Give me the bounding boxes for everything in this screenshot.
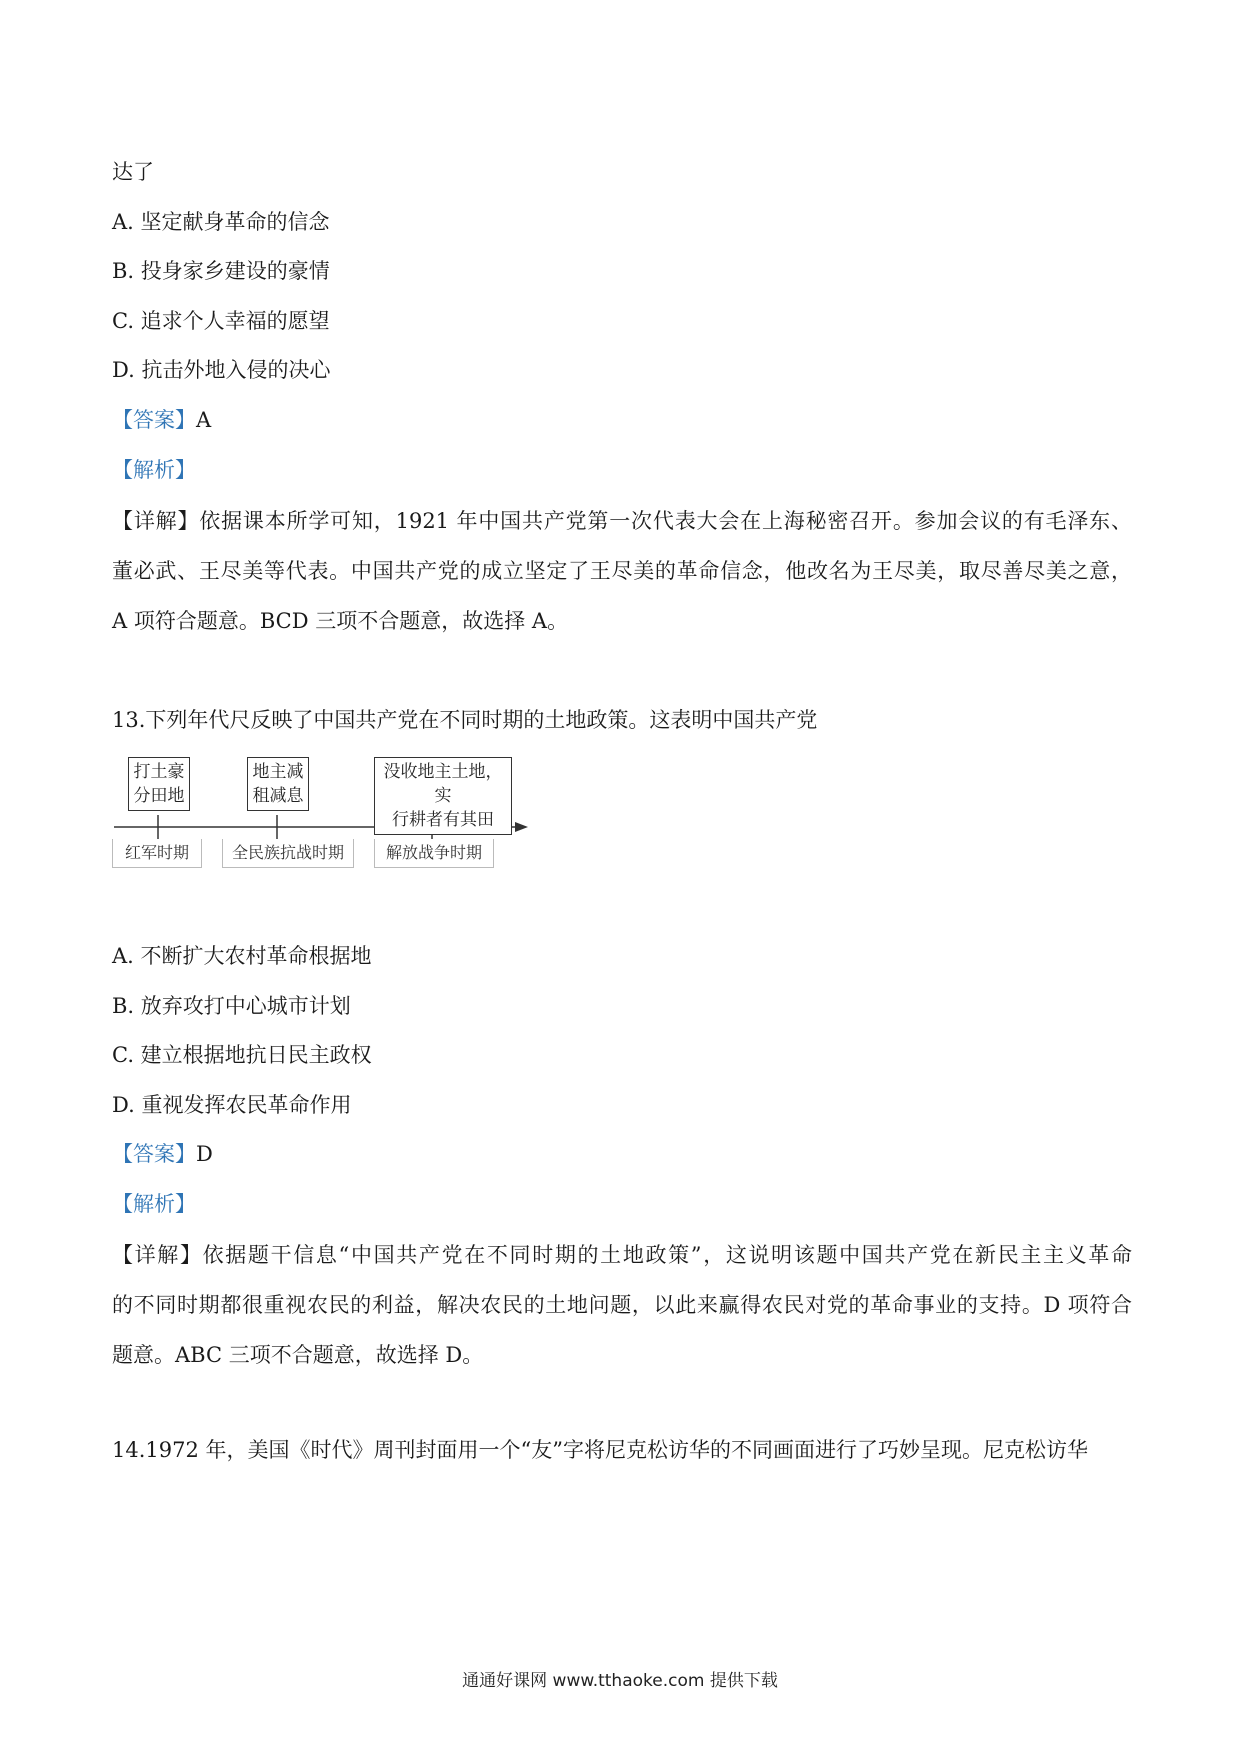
q13-detail-line-2: 的不同时期都很重视农民的利益，解决农民的土地问题，以此来赢得农民对党的革命事业的支持。D 项符合 bbox=[112, 1293, 1132, 1317]
q12-option-a: A. 坚定献身革命的信念 bbox=[112, 210, 330, 234]
q12-analysis-tag: 【解析】 bbox=[112, 458, 196, 482]
q13-option-c: C. 建立根据地抗日民主政权 bbox=[112, 1043, 372, 1067]
q13-detail-line-1: 【详解】依据题干信息“中国共产党在不同时期的土地政策”，这说明该题中国共产党在新民主主义革命 bbox=[112, 1243, 1132, 1267]
timeline-figure bbox=[112, 757, 532, 867]
q12-stem-tail: 达了 bbox=[112, 160, 154, 184]
q13-option-b: B. 放弃攻打中心城市计划 bbox=[112, 994, 351, 1018]
q13-option-a: A. 不断扩大农村革命根据地 bbox=[112, 944, 372, 968]
event-box-2: 地主减 租减息 bbox=[247, 757, 309, 811]
answer-tag: 【答案】 bbox=[112, 408, 196, 432]
q13-option-d: D. 重视发挥农民革命作用 bbox=[112, 1093, 352, 1117]
answer-tag: 【答案】 bbox=[112, 1142, 196, 1166]
q12-detail-line-1: 【详解】依据课本所学可知，1921 年中国共产党第一次代表大会在上海秘密召开。参加会议的有毛泽东、 bbox=[112, 509, 1132, 533]
q13-stem: 13.下列年代尺反映了中国共产党在不同时期的土地政策。这表明中国共产党 bbox=[112, 708, 818, 732]
q12-option-c: C. 追求个人幸福的愿望 bbox=[112, 309, 330, 333]
event-box-1: 打土豪 分田地 bbox=[128, 757, 190, 811]
period-label-2: 全民族抗战时期 bbox=[222, 839, 354, 868]
page-footer: 通通好课网 www.tthaoke.com 提供下载 bbox=[462, 1671, 778, 1691]
q13-detail bbox=[112, 1230, 1132, 1380]
q12-detail-line-2: 董必武、王尽美等代表。中国共产党的成立坚定了王尽美的革命信念，他改名为王尽美，取尽善尽美之意， bbox=[112, 559, 1132, 583]
period-label-3: 解放战争时期 bbox=[374, 839, 494, 868]
q12-detail bbox=[112, 496, 1132, 646]
q13-detail-line-3: 题意。ABC 三项不合题意，故选择 D。 bbox=[112, 1343, 484, 1367]
detail-tag: 【详解】 bbox=[112, 509, 200, 533]
q14-stem: 14.1972 年，美国《时代》周刊封面用一个“友”字将尼克松访华的不同画面进行了巧妙呈现。尼克松访华 bbox=[112, 1438, 1088, 1462]
q12-answer bbox=[112, 406, 211, 434]
period-label-1: 红军时期 bbox=[112, 839, 202, 868]
event-box-3: 没收地主土地，实 行耕者有其田 bbox=[374, 757, 512, 835]
q13-answer bbox=[112, 1140, 213, 1168]
q13-analysis-tag: 【解析】 bbox=[112, 1192, 196, 1216]
answer-value: A bbox=[196, 408, 212, 432]
q12-option-b: B. 投身家乡建设的豪情 bbox=[112, 259, 330, 283]
q12-option-d: D. 抗击外地入侵的决心 bbox=[112, 358, 331, 382]
answer-value: D bbox=[196, 1142, 213, 1166]
detail-tag: 【详解】 bbox=[112, 1243, 203, 1267]
q12-detail-line-3: A 项符合题意。BCD 三项不合题意，故选择 A。 bbox=[112, 609, 569, 633]
